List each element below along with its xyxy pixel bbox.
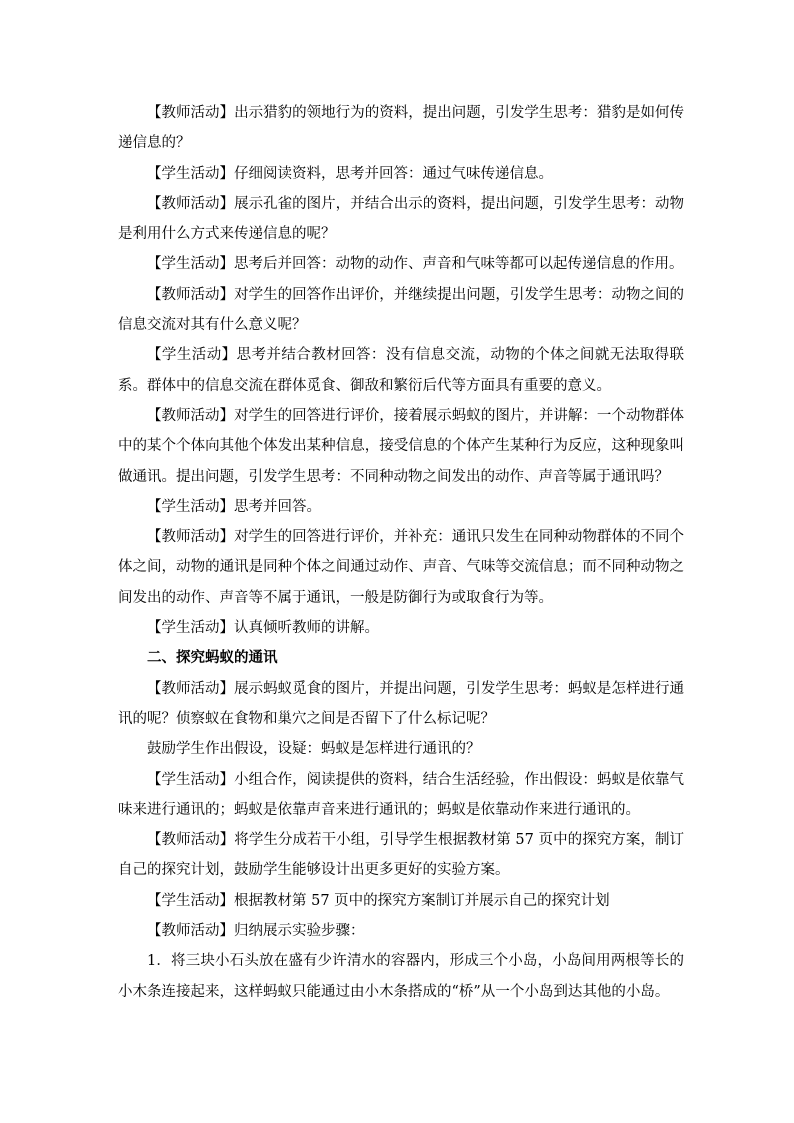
paragraph: 【教师活动】对学生的回答进行评价，并补充：通讯只发生在同种动物群体的不同个体之间，动物的通讯是同种个体之间通过动作、声音、气味等交流信息；而不同种动物之间发出的动作、声音等不属于通讯，一般是防御行为或取食行为等。 [118, 529, 684, 606]
paragraph: 1．将三块小石头放在盛有少许清水的容器内，形成三个小岛，小岛间用两根等长的小木条连接起来，这样蚂蚁只能通过由小木条搭成的“桥”从一个小岛到达其他的小岛。 [118, 953, 684, 1000]
paragraph: 【学生活动】根据教材第 57 页中的探究方案制订并展示自己的探究计划 [147, 892, 610, 909]
paragraph: 【教师活动】出示猎豹的领地行为的资料，提出问题，引发学生思考：猎豹是如何传递信息的？ [118, 105, 684, 152]
paragraph: 【学生活动】思考并回答。 [147, 498, 321, 515]
paragraph: 【教师活动】展示蚂蚁觅食的图片，并提出问题，引发学生思考：蚂蚁是怎样进行通讯的呢？侦察蚁在食物和巢穴之间是否留下了什么标记呢？ [118, 680, 684, 727]
section-heading: 二、探究蚂蚁的通讯 [147, 649, 278, 667]
paragraph: 【学生活动】小组合作，阅读提供的资料，结合生活经验，作出假设：蚂蚁是依靠气味来进行通讯的；蚂蚁是依靠声音来进行通讯的；蚂蚁是依靠动作来进行通讯的。 [118, 771, 684, 818]
paragraph: 【教师活动】对学生的回答作出评价，并继续提出问题，引发学生思考：动物之间的信息交流对其有什么意义呢？ [118, 286, 684, 334]
paragraph: 鼓励学生作出假设，设疑：蚂蚁是怎样进行通讯的？ [147, 741, 481, 758]
paragraph: 【教师活动】将学生分成若干小组，引导学生根据教材第 57 页中的探究方案，制订自己的探究计划，鼓励学生能够设计出更多更好的实验方案。 [118, 832, 684, 879]
paragraph: 【学生活动】思考并结合教材回答：没有信息交流，动物的个体之间就无法取得联系。群体中的信息交流在群体觅食、御敌和繁衍后代等方面具有重要的意义。 [118, 347, 684, 394]
paragraph: 【教师活动】展示孔雀的图片，并结合出示的资料，提出问题，引发学生思考：动物是利用什么方式来传递信息的呢？ [118, 195, 684, 243]
paragraph: 【教师活动】归纳展示实验步骤： [147, 923, 365, 940]
document-body [118, 98, 684, 1007]
paragraph: 【教师活动】对学生的回答进行评价，接着展示蚂蚁的图片，并讲解：一个动物群体中的某个个体向其他个体发出某种信息，接受信息的个体产生某种行为反应，这种现象叫做通讯。提出问题，引发学生思考：不同种动物之间发出的动作、声音等属于通讯吗？ [118, 407, 684, 485]
paragraph: 【学生活动】认真倾听教师的讲解。 [147, 620, 379, 637]
paragraph: 【学生活动】仔细阅读资料，思考并回答：通过气味传递信息。 [147, 165, 553, 182]
paragraph: 【学生活动】思考后并回答：动物的动作、声音和气味等都可以起传递信息的作用。 [147, 256, 684, 273]
